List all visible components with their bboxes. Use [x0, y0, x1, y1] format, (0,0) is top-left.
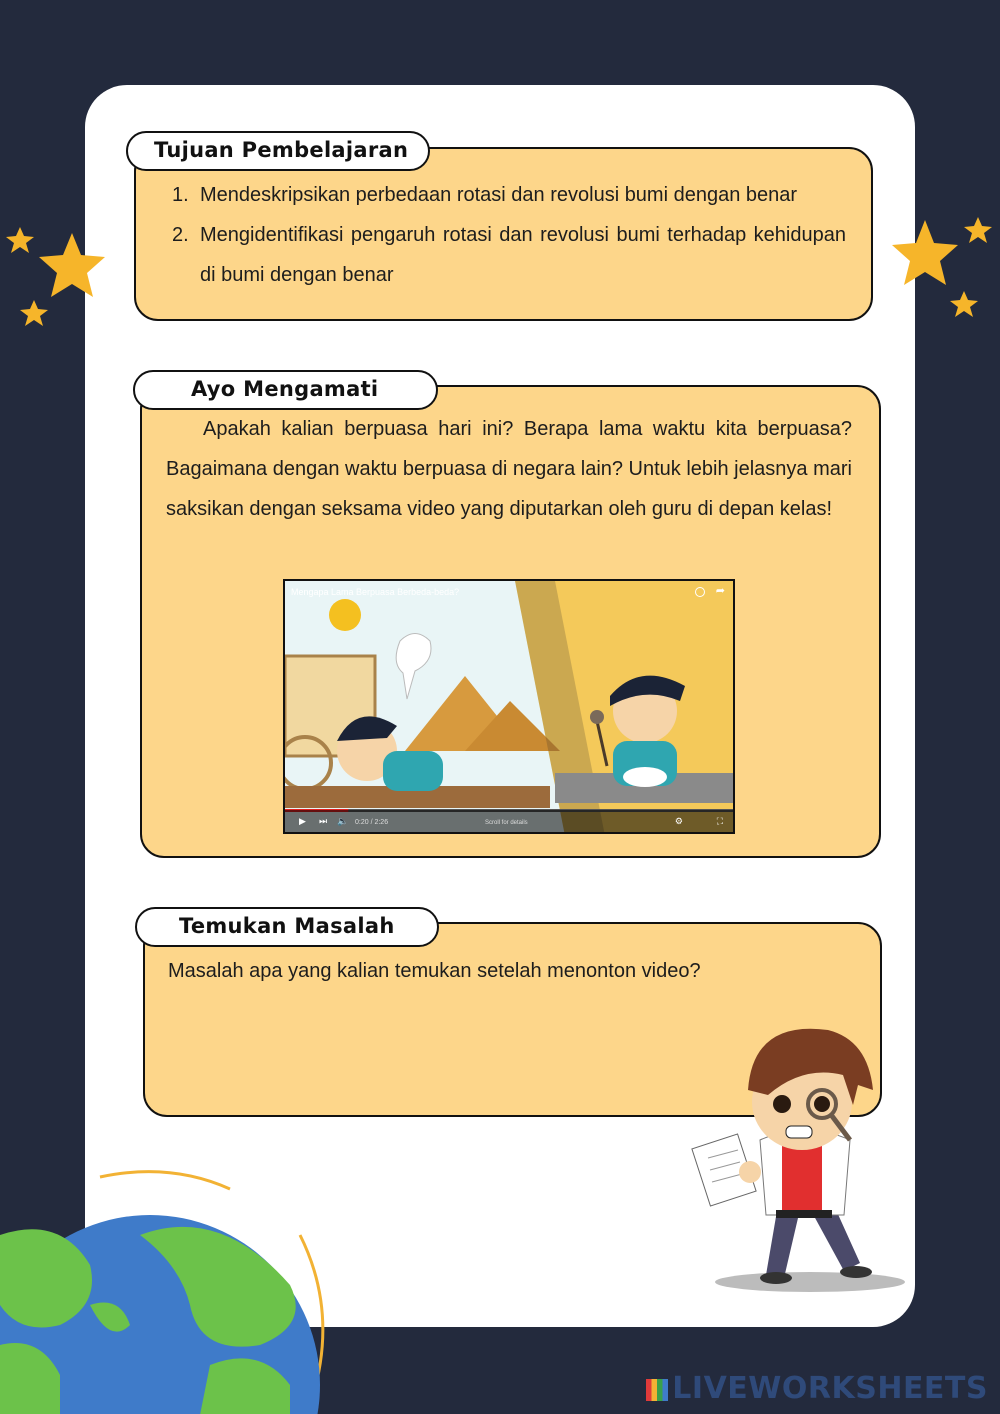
video-scroll-hint[interactable]: Scroll for details	[485, 820, 528, 826]
earth-illustration	[0, 1165, 340, 1414]
video-player[interactable]	[283, 579, 735, 834]
watermark-text: LIVEWORKSHEETS	[672, 1371, 988, 1406]
video-time: 0:20 / 2:26	[355, 819, 389, 826]
stars-right-decoration	[870, 205, 1000, 325]
temukan-title-tab	[135, 907, 439, 947]
liveworksheets-logo-icon	[646, 1379, 668, 1401]
volume-icon[interactable]: 🔈	[337, 816, 349, 826]
video-thumbnail	[285, 581, 735, 834]
tujuan-title-tab	[126, 131, 430, 171]
star-icon	[892, 220, 958, 285]
settings-icon[interactable]: ⚙	[674, 816, 683, 826]
video-control-bar	[285, 810, 733, 832]
stars-left-decoration	[0, 215, 130, 335]
star-icon	[964, 217, 992, 243]
star-icon	[39, 233, 105, 297]
clock-icon[interactable]	[695, 587, 705, 597]
temukan-title: Temukan Masalah	[179, 914, 395, 938]
liveworksheets-watermark	[646, 1371, 988, 1406]
ayo-title: Ayo Mengamati	[191, 377, 379, 401]
ayo-title-tab	[133, 370, 438, 410]
list-item: 1. Mendeskripsikan perbedaan rotasi dan revolusi bumi dengan benar	[172, 184, 798, 206]
ayo-paragraph: Apakah kalian berpuasa hari ini? Berapa lama waktu kita berpuasa? Bagaimana dengan waktu berpuasa di negara lain? Untuk lebih jelasnya mari saksikan dengan seksama video yang diputarkan oleh guru di depan kelas!	[166, 418, 852, 520]
share-icon[interactable]: ➦	[715, 585, 725, 597]
tujuan-list	[172, 175, 846, 295]
answer-field[interactable]	[168, 995, 728, 1095]
star-icon	[20, 300, 48, 326]
tujuan-title: Tujuan Pembelajaran	[154, 138, 409, 162]
next-icon[interactable]: ⏭	[319, 816, 328, 826]
star-icon	[950, 291, 978, 317]
play-icon[interactable]: ▶	[299, 816, 306, 826]
detective-boy-illustration	[690, 1010, 910, 1295]
fullscreen-icon[interactable]: ⛶	[716, 816, 723, 826]
temukan-question: Masalah apa yang kalian temukan setelah menonton video?	[168, 960, 701, 982]
star-icon	[6, 227, 34, 253]
list-item: 2. Mengidentifikasi pengaruh rotasi dan revolusi bumi terhadap kehidupan di bumi dengan benar	[172, 224, 846, 286]
video-title: Mengapa Lama Berpuasa Berbeda-beda?	[291, 587, 460, 597]
